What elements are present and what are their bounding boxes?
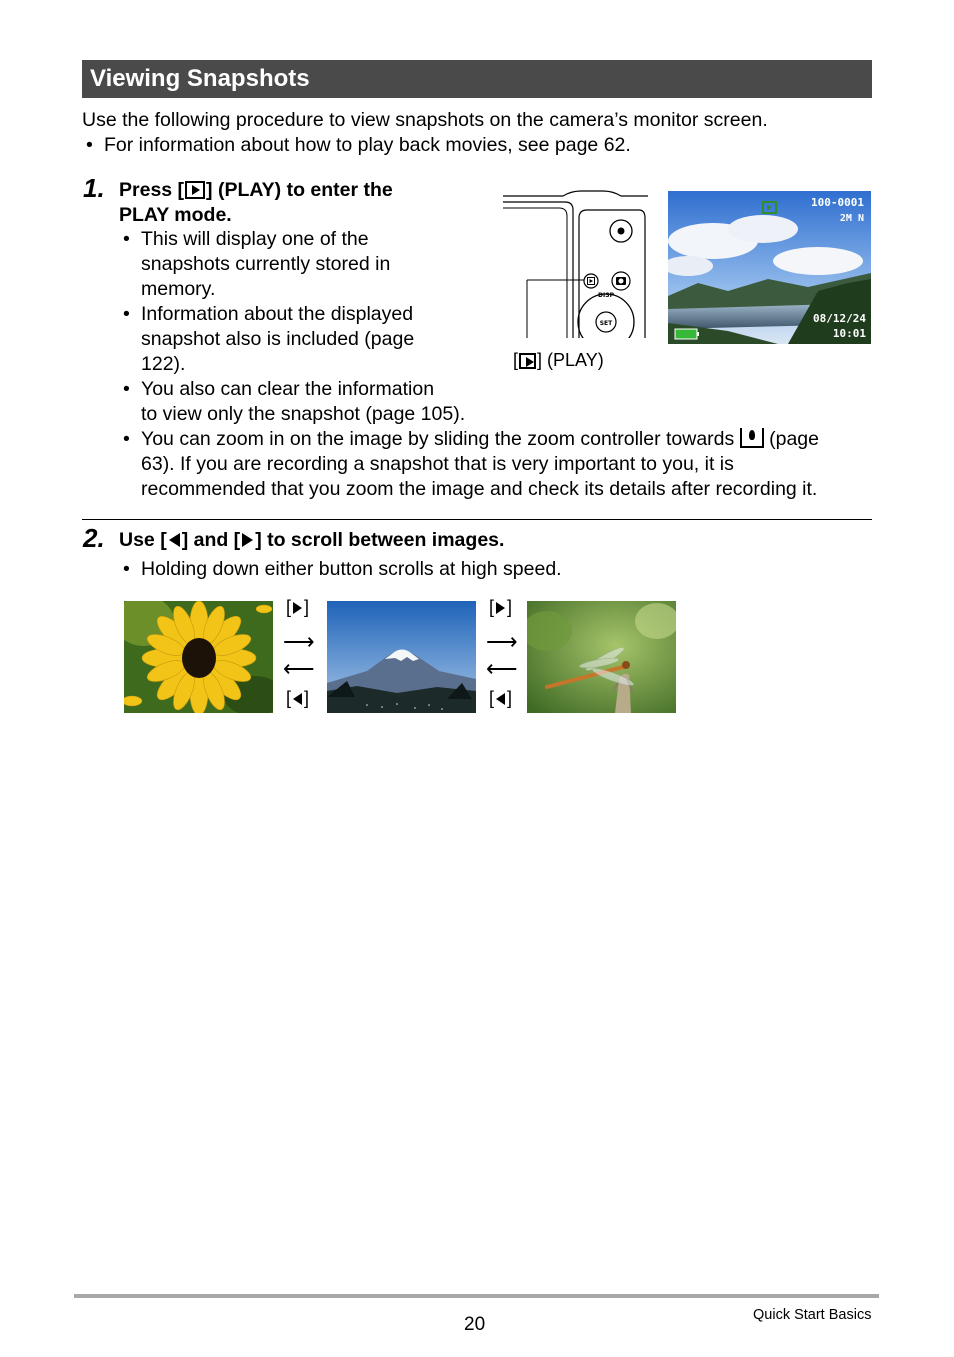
right-button-label: [ ] bbox=[286, 597, 310, 617]
step-2-title-part: Use [ bbox=[119, 529, 167, 551]
bullet-dot: • bbox=[123, 303, 130, 325]
dragonfly-illustration bbox=[527, 601, 676, 713]
caption-part: ] (PLAY) bbox=[537, 350, 604, 370]
disp-button-label: DISP bbox=[598, 292, 614, 299]
monitor-screen-preview bbox=[668, 191, 871, 344]
list-item bbox=[123, 377, 501, 427]
step-2-bullet bbox=[123, 557, 562, 582]
intro-bullet-text: For information about how to play back movies, see page 62. bbox=[104, 134, 631, 156]
bullet-line: recommended that you zoom the image and check its details after recording it. bbox=[141, 478, 818, 500]
bullet-line: to view only the snapshot (page 105). bbox=[141, 403, 466, 425]
bullet-line: 63). If you are recording a snapshot that is very important to you, it is bbox=[141, 453, 734, 475]
right-arrow-icon bbox=[242, 533, 253, 547]
step-1-title-line2: PLAY mode. bbox=[119, 204, 232, 226]
scroll-forward-arrow: ⟶ bbox=[486, 629, 518, 654]
mountain-illustration bbox=[327, 601, 476, 713]
bullet-line: memory. bbox=[141, 278, 216, 300]
step-1-title-part: ] (PLAY) to enter the bbox=[206, 179, 393, 201]
right-arrow-icon bbox=[496, 602, 505, 614]
left-arrow-icon bbox=[293, 693, 302, 705]
landscape-photo bbox=[668, 191, 871, 344]
right-arrow-icon bbox=[293, 602, 302, 614]
page-number: 20 bbox=[464, 1314, 486, 1335]
list-item bbox=[123, 302, 501, 377]
scroll-back-arrow: ⟵ bbox=[283, 656, 315, 681]
step-2-title bbox=[119, 528, 504, 553]
bullet-dot: • bbox=[86, 134, 93, 156]
bullet-line: You also can clear the information bbox=[141, 378, 435, 400]
left-arrow-icon bbox=[496, 693, 505, 705]
step-2-number: 2. bbox=[83, 523, 105, 553]
bullet-line: snapshots currently stored in bbox=[141, 253, 391, 275]
bullet-line: 122). bbox=[141, 353, 186, 375]
list-item bbox=[123, 227, 501, 302]
mountain-photo bbox=[327, 601, 476, 713]
bullet-line: Holding down either button scrolls at high speed. bbox=[141, 558, 562, 580]
left-button-label: [ ] bbox=[286, 688, 310, 708]
sunflower-photo bbox=[124, 601, 273, 713]
left-button-label: [ ] bbox=[489, 688, 513, 708]
play-button-caption bbox=[513, 350, 604, 371]
bullet-line: (page bbox=[769, 428, 819, 450]
time-stamp: 10:01 bbox=[832, 327, 866, 340]
step-1-number: 1. bbox=[83, 173, 105, 203]
dragonfly-photo bbox=[527, 601, 676, 713]
bullet-line: snapshot also is included (page bbox=[141, 328, 415, 350]
bullet-line: This will display one of the bbox=[141, 228, 369, 250]
bullet-dot: • bbox=[123, 228, 130, 250]
zoom-telephoto-icon bbox=[740, 428, 764, 448]
bullet-line: You can zoom in on the image by sliding the zoom controller towards bbox=[141, 428, 735, 450]
step-divider bbox=[82, 519, 872, 520]
intro-text: Use the following procedure to view snapshots on the camera’s monitor screen. bbox=[82, 109, 768, 131]
step-1-title bbox=[119, 178, 393, 203]
caption-part: [ bbox=[513, 350, 519, 370]
play-icon bbox=[519, 353, 536, 369]
date-stamp: 08/12/24 bbox=[813, 312, 866, 325]
scroll-forward-arrow: ⟶ bbox=[283, 629, 315, 654]
bullet-dot: • bbox=[123, 428, 130, 450]
left-arrow-icon bbox=[169, 533, 180, 547]
set-button-label: SET bbox=[599, 320, 613, 327]
step-2-title-part: ] to scroll between images. bbox=[255, 529, 505, 551]
footer-section-name: Quick Start Basics bbox=[753, 1307, 872, 1323]
zoom-bullet bbox=[123, 427, 876, 502]
sunflower-illustration bbox=[124, 601, 273, 713]
scroll-back-arrow: ⟵ bbox=[486, 656, 518, 681]
camera-back-illustration bbox=[503, 188, 648, 338]
intro-bullet bbox=[86, 133, 631, 158]
image-size: 2M N bbox=[839, 213, 864, 224]
bullet-line: Information about the displayed bbox=[141, 303, 414, 325]
footer-rule bbox=[74, 1294, 879, 1298]
bullet-dot: • bbox=[123, 378, 130, 400]
right-button-label: [ ] bbox=[489, 597, 513, 617]
play-icon bbox=[185, 181, 205, 199]
step-1-bullets bbox=[123, 227, 501, 427]
step-2-title-part: ] and [ bbox=[181, 529, 241, 551]
bullet-dot: • bbox=[123, 558, 130, 580]
section-title: Viewing Snapshots bbox=[82, 60, 872, 98]
step-1-title-part: Press [ bbox=[119, 179, 185, 201]
file-number: 100-0001 bbox=[811, 196, 864, 209]
